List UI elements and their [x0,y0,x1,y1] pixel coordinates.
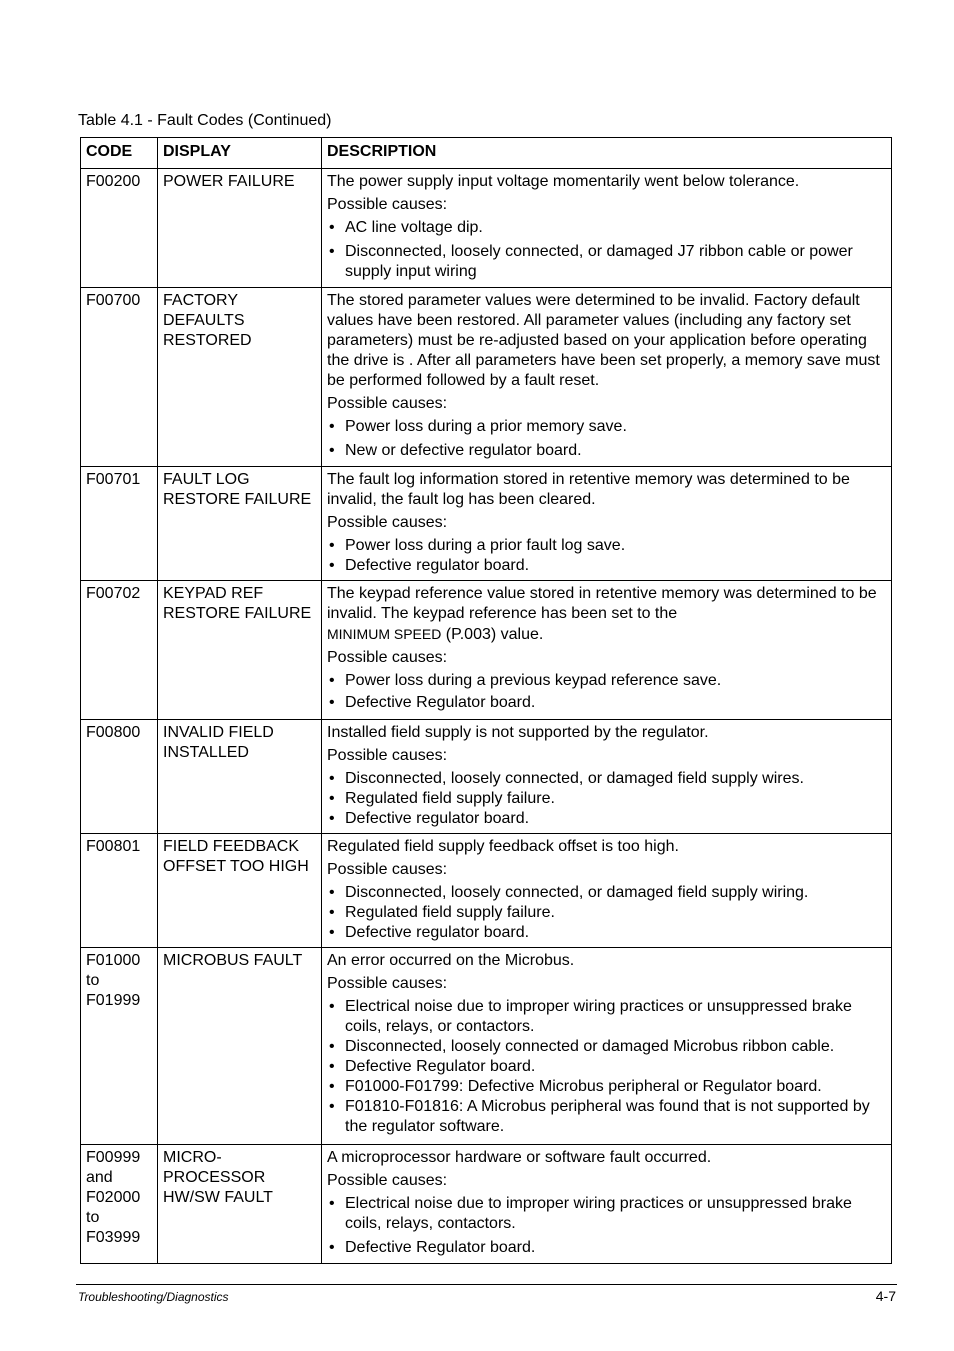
cause-item: • Disconnected, loosely connected, or damaged field supply wires. [327,769,886,789]
cause-item: • F01810-F01816: A Microbus peripheral was found that is not supported by the regulator software. [327,1097,886,1137]
cause-item: • AC line voltage dip. [327,218,886,238]
footer-section-title: Troubleshooting/Diagnostics [78,1290,229,1304]
causes-list [327,1194,886,1258]
fault-code: F00999 and F02000 to F03999 [81,1145,158,1264]
cause-item: • Defective Regulator board. [327,693,886,713]
description-text: Installed field supply is not supported by the regulator. [327,724,709,741]
cause-item: • Regulated field supply failure. [327,903,886,923]
fault-display: MICROBUS FAULT [158,948,322,1145]
table-row [81,1145,892,1264]
fault-description [322,1145,892,1264]
cause-item: • Defective regulator board. [327,809,886,829]
causes-list [327,218,886,282]
fault-display: FACTORY DEFAULTS RESTORED [158,288,322,467]
fault-display: MICRO-PROCESSOR HW/SW FAULT [158,1145,322,1264]
fault-display: INVALID FIELD INSTALLED [158,720,322,834]
description-text [327,584,886,645]
cause-item: • Electrical noise due to improper wiring practices or unsuppressed brake coils, relays, or contactors. [327,997,886,1037]
cause-item: • F01000-F01799: Defective Microbus peripheral or Regulator board. [327,1077,886,1097]
causes-label: Possible causes: [327,649,448,666]
fault-description [322,948,892,1145]
cause-item: • Disconnected, loosely connected or damaged Microbus ribbon cable. [327,1037,886,1057]
causes-label: Possible causes: [327,975,448,992]
table-caption: Table 4.1 - Fault Codes (Continued) [78,112,332,129]
page-number: 4-7 [875,1288,896,1304]
fault-code: F00702 [81,581,158,720]
fault-description [322,467,892,581]
causes-list [327,671,886,713]
cause-item: • Defective regulator board. [327,556,886,576]
header-description: DESCRIPTION [322,138,892,169]
cause-item: • Defective Regulator board. [327,1057,886,1077]
causes-list [327,536,886,576]
cause-item: • Disconnected, loosely connected, or damaged J7 ribbon cable or power supply input wiring [327,242,886,282]
cause-item: • Power loss during a previous keypad reference save. [327,671,886,691]
fault-display: FIELD FEEDBACK OFFSET TOO HIGH [158,834,322,948]
causes-label: Possible causes: [327,395,448,412]
description-text: An error occurred on the Microbus. [327,952,575,969]
fault-description [322,581,892,720]
fault-code: F00700 [81,288,158,467]
causes-label: Possible causes: [327,861,448,878]
description-text: The stored parameter values were determined to be invalid. Factory default values have been restored. All parameter values (including any factory set parameters) must be re-adjusted based on your application before operating the drive is . After all parameters have been set properly, a memory save must be performed followed by a fault reset. [327,292,880,389]
description-text: Regulated field supply feedback offset is too high. [327,838,679,855]
fault-code: F00800 [81,720,158,834]
table-row [81,169,892,288]
table-row [81,834,892,948]
table-row [81,581,892,720]
cause-item: • Disconnected, loosely connected, or damaged field supply wiring. [327,883,886,903]
fault-code: F00801 [81,834,158,948]
table-header-row [81,138,892,169]
cause-item: • Defective Regulator board. [327,1238,886,1258]
cause-item: • Power loss during a prior memory save. [327,417,886,437]
causes-label: Possible causes: [327,747,448,764]
table-row [81,720,892,834]
fault-display: KEYPAD REF RESTORE FAILURE [158,581,322,720]
description-text: A microprocessor hardware or software fault occurred. [327,1149,712,1166]
causes-list [327,997,886,1137]
cause-item: • Defective regulator board. [327,923,886,943]
causes-list [327,883,886,943]
table-row [81,467,892,581]
causes-label: Possible causes: [327,514,448,531]
fault-description [322,834,892,948]
description-text-b: (P.003) value. [445,626,544,643]
cause-item: • Power loss during a prior fault log save. [327,536,886,556]
fault-code: F00200 [81,169,158,288]
footer-divider [76,1284,897,1285]
causes-list [327,769,886,829]
fault-description [322,169,892,288]
causes-label: Possible causes: [327,196,448,213]
description-text-a: The keypad reference value stored in retentive memory was determined to be invalid. The keypad reference has been set to the [327,585,877,622]
header-display: DISPLAY [158,138,322,169]
fault-display: FAULT LOG RESTORE FAILURE [158,467,322,581]
causes-list [327,417,886,461]
table-row [81,288,892,467]
causes-label: Possible causes: [327,1172,448,1189]
fault-description [322,288,892,467]
description-text: The fault log information stored in retentive memory was determined to be invalid, the fault log has been cleared. [327,471,850,508]
header-code: CODE [81,138,158,169]
fault-display: POWER FAILURE [158,169,322,288]
parameter-name: MINIMUM SPEED [327,626,442,642]
cause-item: • Electrical noise due to improper wiring practices or unsuppressed brake coils, relays, contactors. [327,1194,886,1234]
cause-item: • New or defective regulator board. [327,441,886,461]
fault-code: F00701 [81,467,158,581]
fault-description [322,720,892,834]
cause-item: • Regulated field supply failure. [327,789,886,809]
table-row [81,948,892,1145]
fault-codes-table [80,137,892,1264]
description-text: The power supply input voltage momentarily went below tolerance. [327,173,800,190]
fault-code: F01000 to F01999 [81,948,158,1145]
